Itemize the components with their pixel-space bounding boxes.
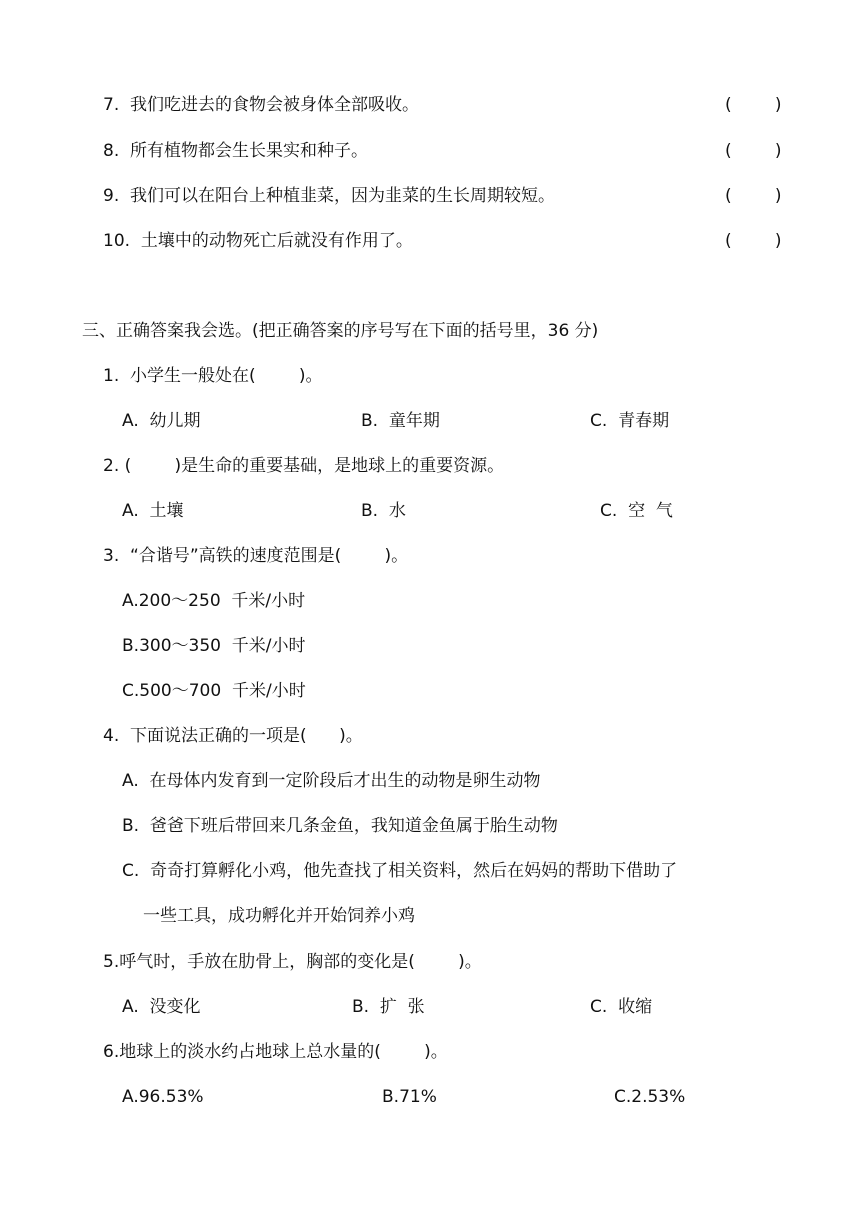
question-2-option-a[interactable]: A. 土壤 — [122, 501, 184, 521]
answer-blank-9[interactable]: ( ) — [725, 186, 782, 206]
question-6-stem: 6.地球上的淡水约占地球上总水量的( )。 — [103, 1042, 448, 1062]
question-3-option-a[interactable]: A.200～250 千米/小时 — [122, 591, 306, 611]
answer-blank-7[interactable]: ( ) — [725, 95, 782, 115]
question-2-option-c[interactable]: C. 空 气 — [600, 501, 673, 521]
question-5-option-c[interactable]: C. 收缩 — [590, 997, 653, 1017]
answer-blank-8[interactable]: ( ) — [725, 141, 782, 161]
question-3-option-c[interactable]: C.500～700 千米/小时 — [122, 681, 306, 701]
question-1-option-a[interactable]: A. 幼儿期 — [122, 411, 201, 431]
question-5-option-a[interactable]: A. 没变化 — [122, 997, 201, 1017]
question-4-stem: 4. 下面说法正确的一项是( )。 — [103, 726, 363, 746]
question-4-option-b[interactable]: B. 爸爸下班后带回来几条金鱼，我知道金鱼属于胎生动物 — [122, 816, 558, 836]
question-3-option-b[interactable]: B.300～350 千米/小时 — [122, 636, 306, 656]
question-4-option-c[interactable]: C. 奇奇打算孵化小鸡，他先查找了相关资料，然后在妈妈的帮助下借助了 — [122, 861, 678, 881]
question-3-stem: 3. “合谐号”高铁的速度范围是( )。 — [103, 546, 409, 566]
question-6-option-b[interactable]: B.71% — [382, 1087, 437, 1107]
question-4-option-c-continued: 一些工具，成功孵化并开始饲养小鸡 — [143, 906, 415, 926]
question-4-option-a[interactable]: A. 在母体内发育到一定阶段后才出生的动物是卵生动物 — [122, 771, 541, 791]
question-1-option-c[interactable]: C. 青春期 — [590, 411, 670, 431]
question-1-option-b[interactable]: B. 童年期 — [361, 411, 440, 431]
judgement-item-9: 9. 我们可以在阳台上种植韭菜，因为韭菜的生长周期较短。 — [103, 186, 556, 206]
question-2-stem: 2. ( )是生命的重要基础，是地球上的重要资源。 — [103, 456, 505, 476]
judgement-item-10: 10. 土壤中的动物死亡后就没有作用了。 — [103, 231, 413, 251]
question-6-option-c[interactable]: C.2.53% — [614, 1087, 686, 1107]
question-2-option-b[interactable]: B. 水 — [361, 501, 406, 521]
section-heading: 三、正确答案我会选。(把正确答案的序号写在下面的括号里，36 分) — [82, 321, 599, 341]
question-1-stem: 1. 小学生一般处在( )。 — [103, 366, 323, 386]
judgement-item-8: 8. 所有植物都会生长果实和种子。 — [103, 141, 369, 161]
question-5-option-b[interactable]: B. 扩 张 — [352, 997, 425, 1017]
judgement-item-7: 7. 我们吃进去的食物会被身体全部吸收。 — [103, 95, 420, 115]
answer-blank-10[interactable]: ( ) — [725, 231, 782, 251]
question-5-stem: 5.呼气时，手放在肋骨上，胸部的变化是( )。 — [103, 952, 482, 972]
question-6-option-a[interactable]: A.96.53% — [122, 1087, 204, 1107]
